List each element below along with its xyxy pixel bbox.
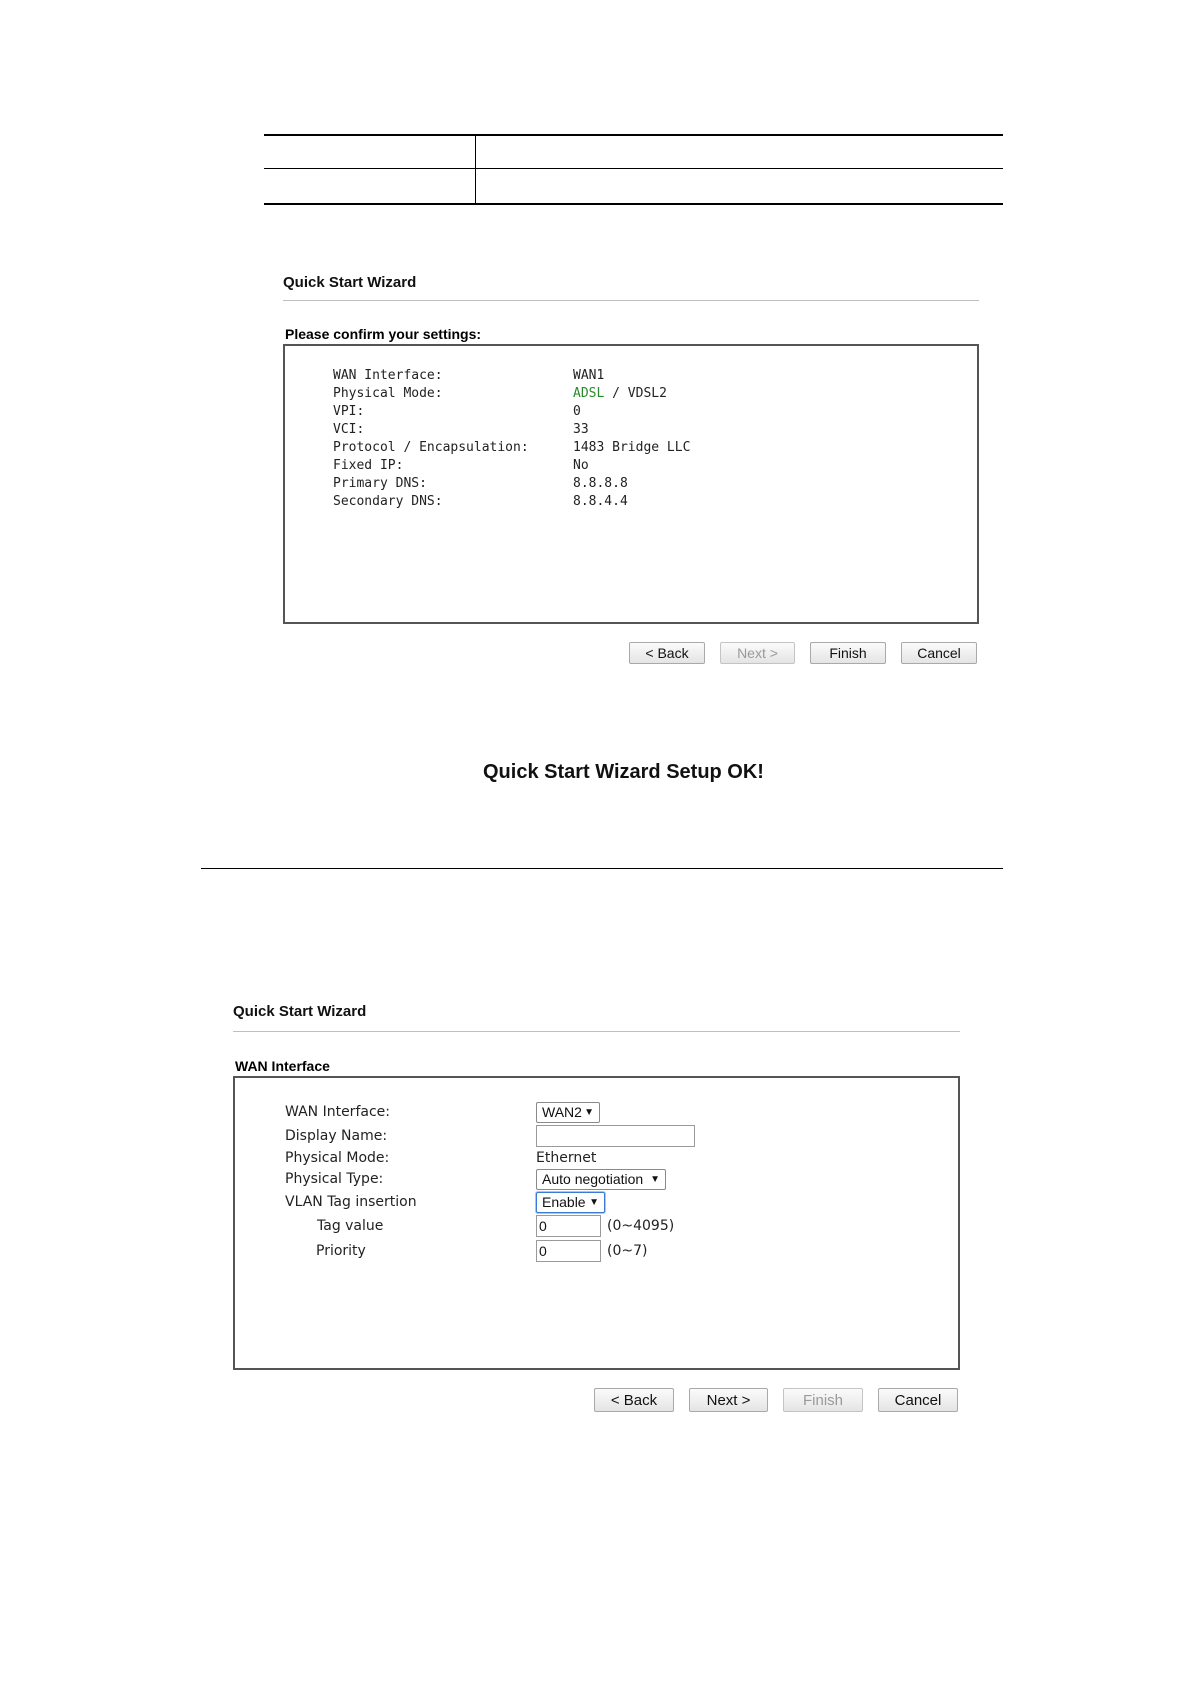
vci-value: 33: [573, 422, 589, 437]
table-row-divider: [264, 168, 1003, 169]
protocol-label: Protocol / Encapsulation:: [333, 440, 529, 455]
adsl-mode-text: ADSL: [573, 386, 605, 401]
secondary-dns-label: Secondary DNS:: [333, 494, 443, 509]
physical-type-select[interactable]: [536, 1169, 666, 1190]
physical-mode-label: Physical Mode:: [285, 1150, 390, 1166]
priority-range: (0~7): [607, 1243, 648, 1259]
wizard-title: Quick Start Wizard: [233, 1003, 367, 1020]
protocol-value: 1483 Bridge LLC: [573, 440, 691, 455]
section-title: WAN Interface: [235, 1058, 330, 1074]
vlan-tag-select[interactable]: [536, 1192, 605, 1213]
wan-interface-label: WAN Interface:: [285, 1104, 390, 1120]
vpi-label: VPI:: [333, 404, 365, 419]
wan-interface-value: WAN1: [573, 368, 605, 383]
physical-type-select-value: Auto negotiation: [542, 1171, 644, 1187]
table-top-border: [264, 134, 1003, 136]
next-button[interactable]: Next >: [689, 1388, 768, 1412]
wan-interface-label: WAN Interface:: [333, 368, 443, 383]
finish-button[interactable]: Finish: [810, 642, 886, 664]
physical-type-label: Physical Type:: [285, 1171, 384, 1187]
back-button[interactable]: < Back: [629, 642, 705, 664]
tag-value-label: Tag value: [317, 1218, 384, 1234]
primary-dns-value: 8.8.8.8: [573, 476, 628, 491]
vlan-tag-label: VLAN Tag insertion: [285, 1194, 417, 1210]
table-column-divider: [475, 135, 476, 204]
next-button[interactable]: Next >: [720, 642, 795, 664]
back-button[interactable]: < Back: [594, 1388, 674, 1412]
dropdown-arrow-icon: ▼: [650, 1174, 660, 1185]
finish-button[interactable]: Finish: [783, 1388, 863, 1412]
table-bottom-border: [264, 203, 1003, 205]
section-title: Please confirm your settings:: [285, 326, 482, 342]
physical-mode-label: Physical Mode:: [333, 386, 443, 401]
page-divider: [201, 868, 1003, 869]
wizard-title-separator: [283, 300, 979, 301]
display-name-label: Display Name:: [285, 1128, 388, 1144]
vdsl-mode-text: / VDSL2: [604, 386, 667, 401]
physical-mode-value: [573, 386, 667, 401]
priority-label: Priority: [316, 1243, 366, 1259]
priority-input[interactable]: 0: [536, 1240, 601, 1262]
vci-label: VCI:: [333, 422, 365, 437]
vpi-value: 0: [573, 404, 581, 419]
vlan-tag-select-value: Enable: [542, 1194, 586, 1210]
physical-mode-value: Ethernet: [536, 1150, 597, 1166]
wizard-title-separator: [233, 1031, 960, 1032]
dropdown-arrow-icon: ▼: [589, 1197, 599, 1208]
cancel-button[interactable]: Cancel: [878, 1388, 958, 1412]
primary-dns-label: Primary DNS:: [333, 476, 427, 491]
display-name-input[interactable]: [536, 1125, 695, 1147]
secondary-dns-value: 8.8.4.4: [573, 494, 628, 509]
fixed-ip-label: Fixed IP:: [333, 458, 404, 473]
setup-ok-message: Quick Start Wizard Setup OK!: [483, 761, 764, 783]
wizard-title: Quick Start Wizard: [283, 274, 417, 291]
fixed-ip-value: No: [573, 458, 589, 473]
tag-value-range: (0~4095): [607, 1218, 675, 1234]
cancel-button[interactable]: Cancel: [901, 642, 977, 664]
tag-value-input[interactable]: 0: [536, 1215, 601, 1237]
dropdown-arrow-icon: ▼: [584, 1107, 594, 1118]
wan-interface-select-value: WAN2: [542, 1104, 582, 1120]
wan-interface-select[interactable]: [536, 1102, 600, 1123]
